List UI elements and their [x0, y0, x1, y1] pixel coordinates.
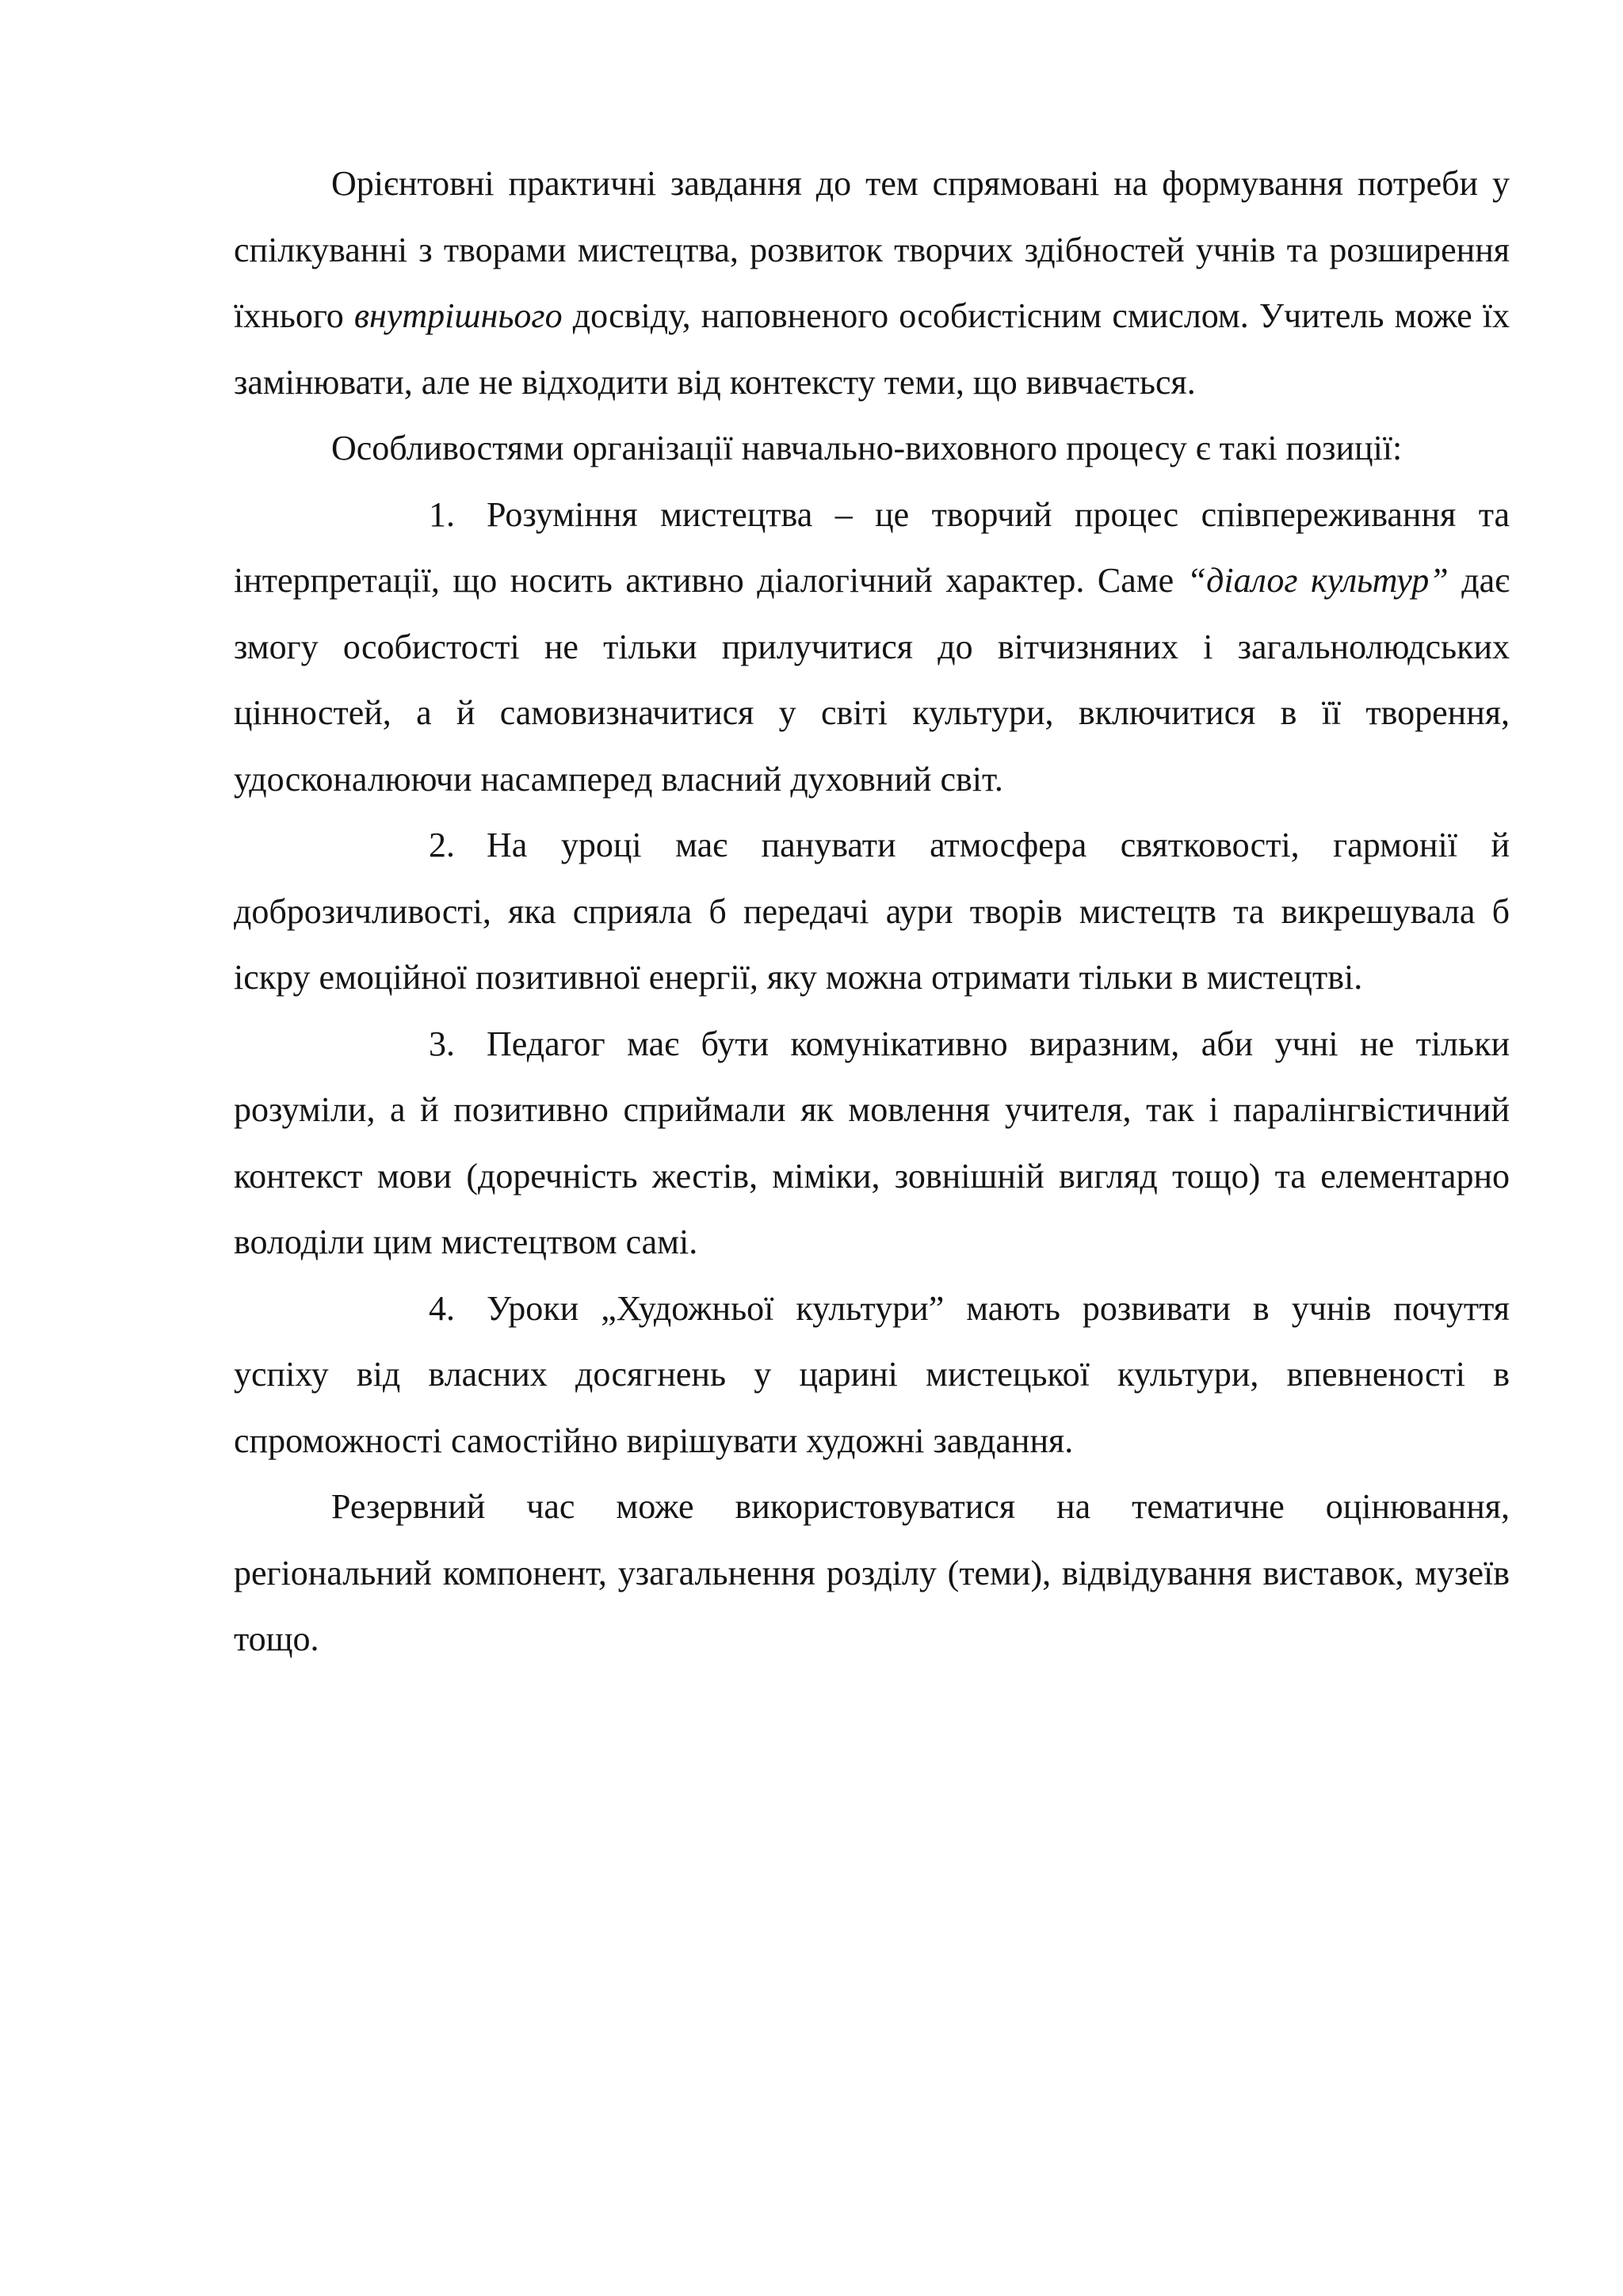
- list-item-number: 2.: [429, 826, 455, 864]
- paragraph-intro-emphasis: внутрішнього: [353, 296, 563, 335]
- list-item-text-start: Розуміння мистецтва – це творчий процес співпереживання та інтерпретації, що носить активно діалогічний характер. Саме: [234, 494, 1510, 600]
- paragraph-intro-text-end: досвіду, наповненого особистісним смислом. Учитель може їх замінювати, але не відходити від контексту теми, що вивчається.: [234, 296, 1510, 402]
- paragraph-reserve-time: Резервний час може використовуватися на тематичне оцінювання, регіональний компонент, узагальнення розділу (теми), відвідування виставок, музеїв тощо.: [234, 1487, 1510, 1658]
- list-item-text: Уроки „Художньої культури” мають розвивати в учнів почуття успіху від власних досягнень у царині мистецької культури, впевненості в спроможності самостійно вирішувати художні завдання.: [234, 1288, 1510, 1460]
- list-item-number: 1.: [429, 494, 455, 534]
- list-item-4: [234, 1276, 1510, 1474]
- list-item-text: Педагог має бути комунікативно виразним, аби учні не тільки розуміли, а й позитивно сприймали як мовлення учителя, так і паралінгвістичний контекст мови (доречність жестів, міміки, зовнішній вигляд тощо) та елементарно володіли цим мистецтвом самі.: [234, 1024, 1510, 1261]
- list-item-number: 4.: [429, 1288, 455, 1328]
- list-item-3: [234, 1011, 1510, 1276]
- list-item-2: [234, 812, 1510, 1011]
- list-item-number: 3.: [429, 1024, 455, 1063]
- document-body: [234, 151, 1510, 1672]
- paragraph-intro-text-start: Орієнтовні практичні завдання до тем спрямовані на формування потреби у спілкуванні з творами мистецтва, розвиток творчих здібностей учнів та розширення їхнього: [234, 164, 1510, 335]
- list-item-text: На уроці має панувати атмосфера святковості, гармонії й доброзичливості, яка сприяла б передачі аури творів мистецтв та викрешувала б іскру емоційної позитивної енергії, яку можна отримати тільки в мистецтві.: [234, 826, 1510, 997]
- paragraph-intro: [234, 151, 1510, 415]
- list-item-emphasis: “діалог культур”: [1186, 561, 1449, 600]
- list-item-1: [234, 482, 1510, 813]
- paragraph-features: Особливостями організації навчально-виховного процесу є такі позиції:: [331, 429, 1403, 467]
- list-item-text-end: дає змогу особистості не тільки прилучитися до вітчизняних і загальнолюдських цінностей, а й самовизначитися у світі культури, включитися в її творення, удосконалюючи насамперед власний духовний світ.: [234, 561, 1510, 799]
